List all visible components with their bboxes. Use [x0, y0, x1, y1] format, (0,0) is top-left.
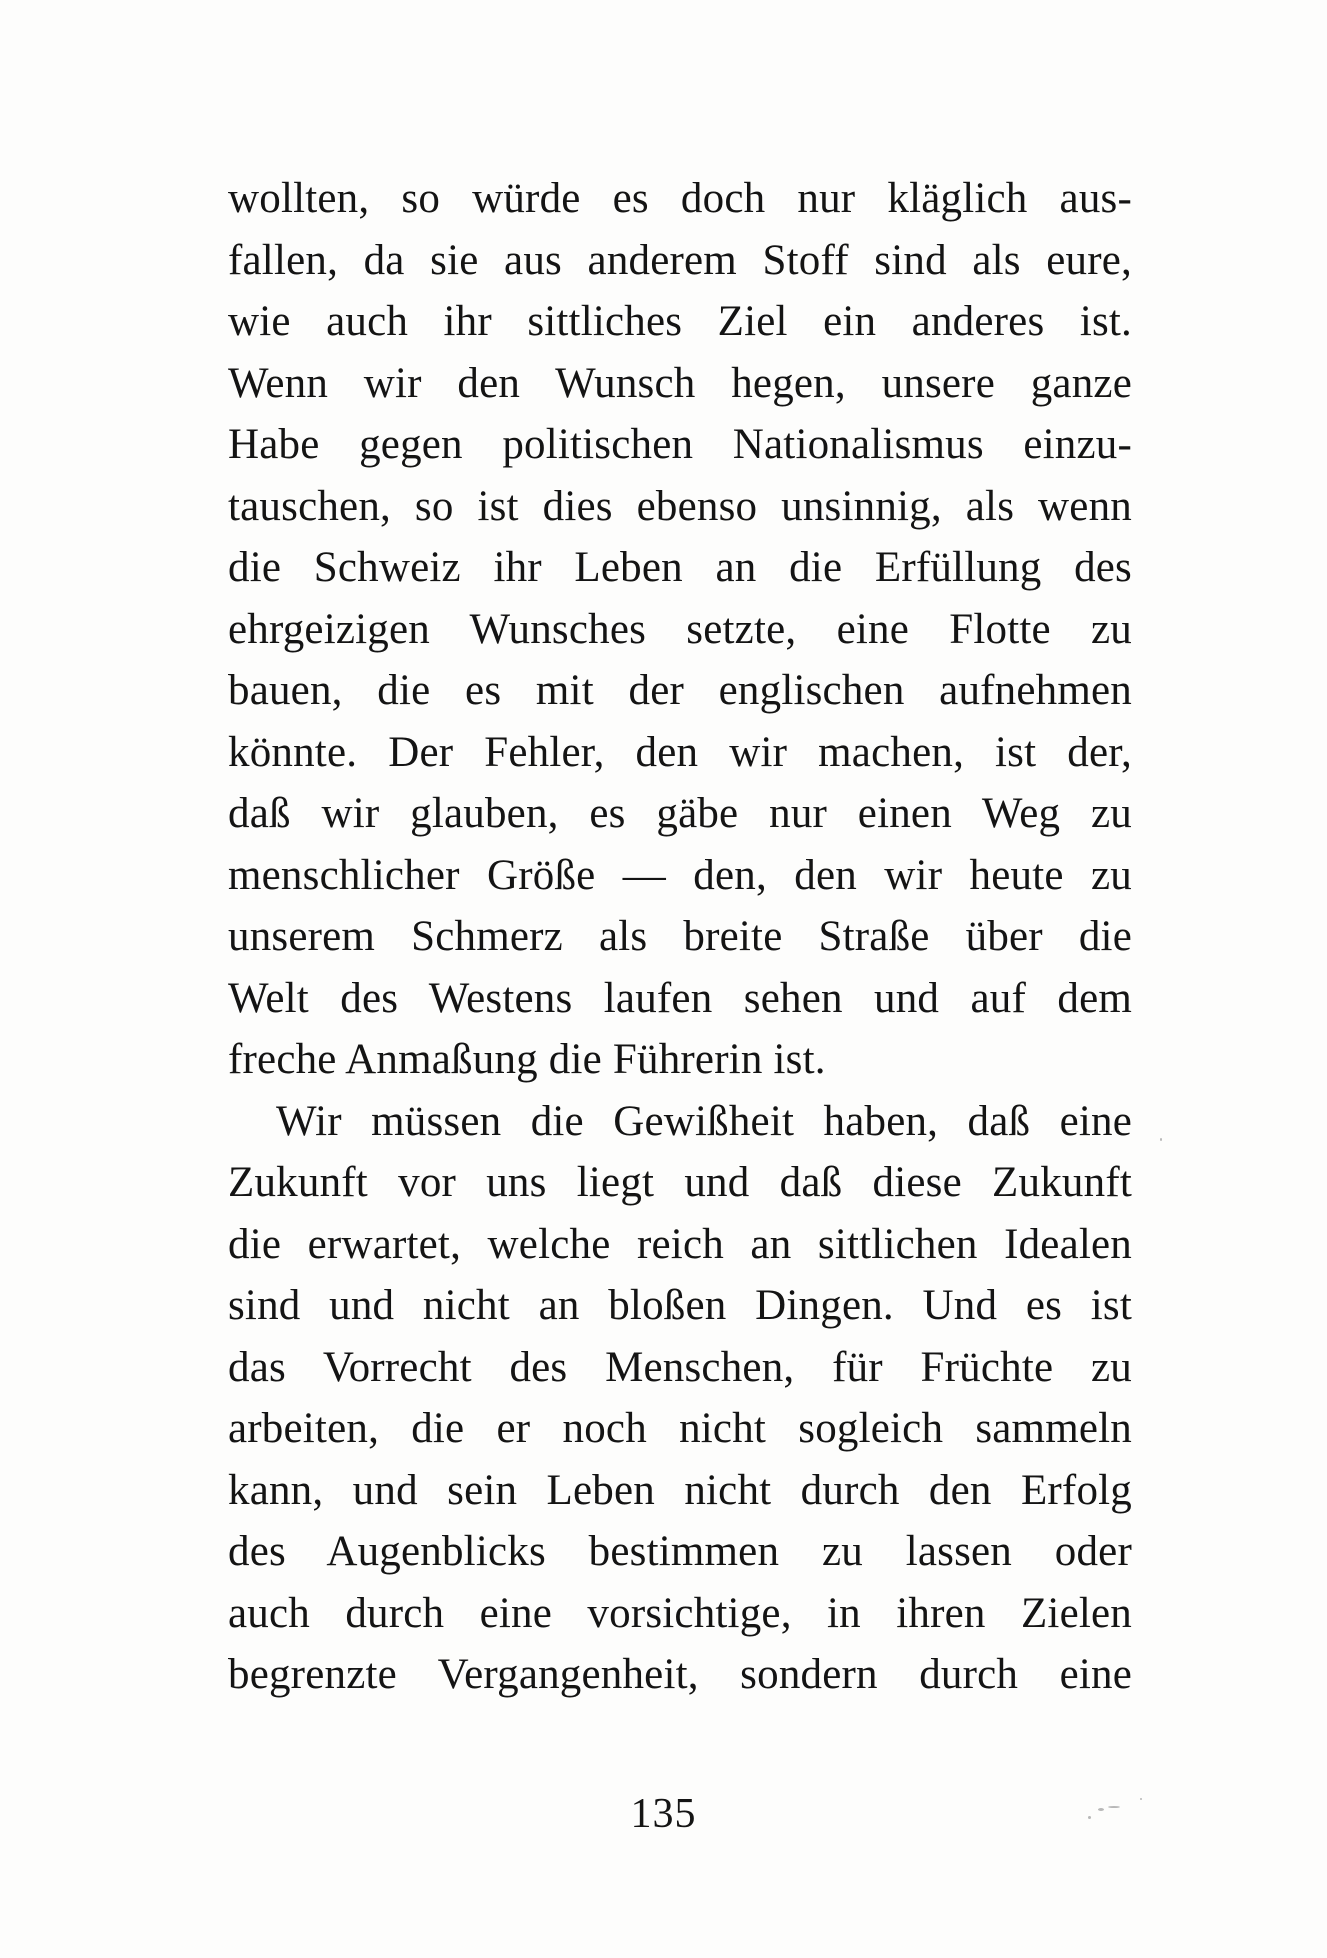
- text-line: bauen, die es mit der englischen aufnehmen: [228, 667, 1132, 714]
- text-line: menschlicher Größe — den, den wir heute zu: [228, 851, 1132, 899]
- text-line: das Vorrecht des Menschen, für Früchte zu: [228, 1343, 1132, 1391]
- text-line: sind und nicht an bloßen Dingen. Und es ist: [228, 1282, 1132, 1329]
- text-line: begrenzte Vergangenheit, sondern durch eine: [228, 1651, 1132, 1698]
- text-line: auch durch eine vorsichtige, in ihren Zielen: [228, 1589, 1132, 1637]
- text-line: Wir müssen die Gewißheit haben, daß eine: [276, 1097, 1132, 1145]
- scan-speck: [1140, 1798, 1142, 1800]
- body-text: [228, 168, 1132, 1706]
- text-line: die erwartet, welche reich an sittlichen Idealen: [228, 1220, 1132, 1268]
- page-number: 135: [630, 1791, 697, 1837]
- text-line: tauschen, so ist dies ebenso unsinnig, als wenn: [228, 482, 1132, 530]
- text-line: unserem Schmerz als breite Straße über die: [228, 913, 1132, 960]
- paragraph-2: [228, 1091, 1132, 1706]
- text-line: daß wir glauben, es gäbe nur einen Weg zu: [228, 790, 1132, 837]
- text-line: Wenn wir den Wunsch hegen, unsere ganze: [228, 359, 1132, 407]
- text-line: Zukunft vor uns liegt und daß diese Zukunft: [228, 1159, 1132, 1206]
- text-line: fallen, da sie aus anderem Stoff sind als eure,: [228, 236, 1132, 284]
- text-line: kann, und sein Leben nicht durch den Erfolg: [228, 1466, 1132, 1514]
- text-line: wie auch ihr sittliches Ziel ein anderes ist.: [228, 298, 1132, 345]
- text-line: wollten, so würde es doch nur kläglich aus-: [228, 175, 1132, 222]
- scan-speck: [1088, 1816, 1091, 1819]
- scan-speck: [1108, 1806, 1120, 1808]
- text-line: freche Anmaßung die Führerin ist.: [228, 1036, 826, 1083]
- text-line: könnte. Der Fehler, den wir machen, ist der,: [228, 728, 1132, 776]
- text-line: ehrgeizigen Wunsches setzte, eine Flotte zu: [228, 605, 1132, 653]
- text-line: die Schweiz ihr Leben an die Erfüllung des: [228, 544, 1132, 591]
- text-line: Welt des Westens laufen sehen und auf dem: [228, 974, 1132, 1022]
- text-line: arbeiten, die er noch nicht sogleich sammeln: [228, 1405, 1132, 1452]
- paragraph-1: [228, 168, 1132, 1091]
- text-line: des Augenblicks bestimmen zu lassen oder: [228, 1528, 1132, 1575]
- text-line: Habe gegen politischen Nationalismus einzu-: [228, 421, 1132, 468]
- scan-speck: [1098, 1808, 1104, 1811]
- scan-speck: [1160, 1138, 1162, 1141]
